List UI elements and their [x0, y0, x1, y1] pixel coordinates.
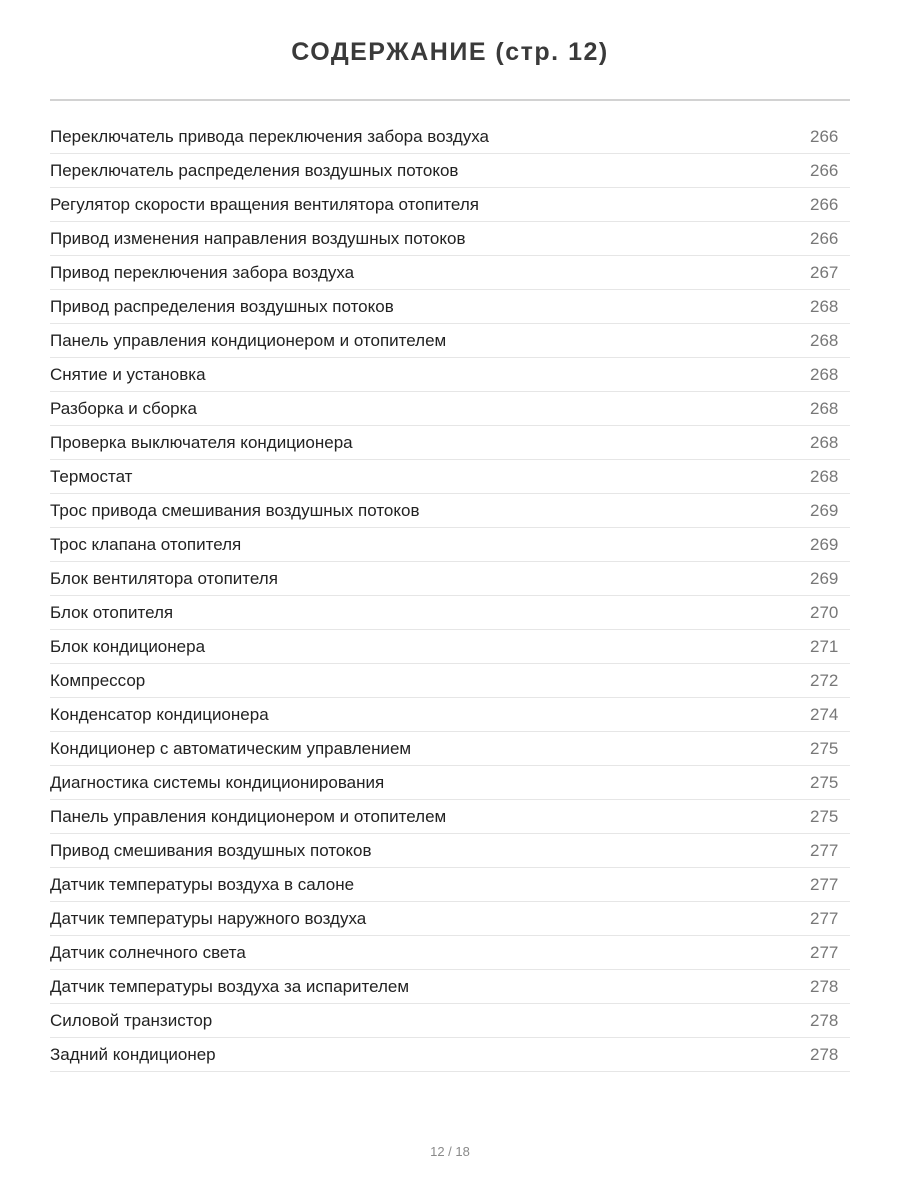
toc-entry-title: Блок вентилятора отопителя — [50, 569, 278, 588]
toc-entry[interactable] — [50, 324, 850, 358]
toc-entry-page: 277 — [810, 909, 839, 928]
toc-entry-title: Трос клапана отопителя — [50, 535, 242, 554]
toc-entry[interactable] — [50, 902, 850, 936]
toc-entry[interactable] — [50, 868, 850, 902]
toc-entry-title: Кондиционер с автоматическим управлением — [50, 739, 412, 758]
toc-entry[interactable] — [50, 154, 850, 188]
toc-entry-page: 266 — [810, 161, 839, 180]
toc-entry-title: Компрессор — [50, 671, 146, 690]
toc-entry-title: Привод смешивания воздушных потоков — [50, 841, 372, 860]
toc-entry-page: 268 — [810, 297, 839, 316]
toc-entry-title: Разборка и сборка — [50, 399, 197, 418]
toc-entry[interactable] — [50, 392, 850, 426]
toc-entry[interactable] — [50, 936, 850, 970]
toc-entry[interactable] — [50, 970, 850, 1004]
page-counter: 12 / 18 — [430, 1144, 470, 1159]
toc-entry-title: Трос привода смешивания воздушных потоков — [50, 501, 420, 520]
toc-entry[interactable] — [50, 290, 850, 324]
toc-entry-page: 275 — [810, 773, 839, 792]
toc-entry[interactable] — [50, 188, 850, 222]
toc-entry-title: Датчик температуры наружного воздуха — [50, 909, 367, 928]
toc-entry-page: 271 — [810, 637, 839, 656]
toc-entry-page: 277 — [810, 943, 839, 962]
toc-entry-page: 268 — [810, 365, 839, 384]
toc-entry-title: Переключатель привода переключения забора воздуха — [50, 127, 490, 146]
toc-entry-title: Термостат — [50, 467, 133, 486]
toc-entry-page: 268 — [810, 399, 839, 418]
toc-entry-title: Регулятор скорости вращения вентилятора отопителя — [50, 195, 479, 214]
toc-entry-page: 277 — [810, 841, 839, 860]
toc-entry-page: 278 — [810, 1045, 839, 1064]
toc-entry-title: Датчик температуры воздуха за испарителем — [50, 977, 410, 996]
toc-entry[interactable] — [50, 630, 850, 664]
toc-entry-page: 269 — [810, 501, 839, 520]
toc-entry-page: 270 — [810, 603, 839, 622]
toc-entry-title: Датчик солнечного света — [50, 943, 246, 962]
toc-entry[interactable] — [50, 732, 850, 766]
toc-entry[interactable] — [50, 766, 850, 800]
toc-entry[interactable] — [50, 120, 850, 154]
toc-entry-page: 268 — [810, 331, 839, 350]
toc-entry-page: 274 — [810, 705, 839, 724]
toc-entry-page: 278 — [810, 1011, 839, 1030]
toc-entry-title: Конденсатор кондиционера — [50, 705, 269, 724]
toc-entry[interactable] — [50, 222, 850, 256]
toc-entry[interactable] — [50, 698, 850, 732]
toc-entry[interactable] — [50, 1038, 850, 1072]
toc-entry-title: Панель управления кондиционером и отопителем — [50, 331, 447, 350]
title-divider — [50, 99, 850, 101]
toc-entry-page: 269 — [810, 569, 839, 588]
toc-entry[interactable] — [50, 256, 850, 290]
toc-entry-title: Привод распределения воздушных потоков — [50, 297, 394, 316]
toc-entry-title: Блок кондиционера — [50, 637, 206, 656]
toc-entry-page: 267 — [810, 263, 839, 282]
toc-entry[interactable] — [50, 528, 850, 562]
toc-entry-page: 269 — [810, 535, 839, 554]
toc-entry-page: 266 — [810, 229, 839, 248]
toc-entry[interactable] — [50, 596, 850, 630]
toc-entry[interactable] — [50, 800, 850, 834]
toc-entry-page: 278 — [810, 977, 839, 996]
toc-entry-title: Задний кондиционер — [50, 1045, 216, 1064]
toc-entry-title: Привод изменения направления воздушных потоков — [50, 229, 466, 248]
toc-entry-title: Силовой транзистор — [50, 1011, 213, 1030]
toc-entry-page: 275 — [810, 807, 839, 826]
toc-list — [50, 120, 850, 1072]
toc-entry[interactable] — [50, 494, 850, 528]
toc-entry-title: Блок отопителя — [50, 603, 174, 622]
toc-entry[interactable] — [50, 460, 850, 494]
toc-entry-page: 266 — [810, 195, 839, 214]
toc-entry[interactable] — [50, 1004, 850, 1038]
toc-entry[interactable] — [50, 358, 850, 392]
toc-entry-title: Привод переключения забора воздуха — [50, 263, 355, 282]
toc-entry-title: Панель управления кондиционером и отопителем — [50, 807, 447, 826]
toc-entry-title: Снятие и установка — [50, 365, 206, 384]
toc-entry[interactable] — [50, 562, 850, 596]
toc-entry-page: 272 — [810, 671, 839, 690]
toc-entry[interactable] — [50, 834, 850, 868]
toc-entry[interactable] — [50, 664, 850, 698]
toc-entry-page: 266 — [810, 127, 839, 146]
toc-entry-title: Диагностика системы кондиционирования — [50, 773, 385, 792]
toc-entry-page: 277 — [810, 875, 839, 894]
toc-entry-page: 268 — [810, 467, 839, 486]
toc-entry-title: Переключатель распределения воздушных потоков — [50, 161, 459, 180]
toc-entry-page: 275 — [810, 739, 839, 758]
toc-entry-page: 268 — [810, 433, 839, 452]
toc-entry-title: Датчик температуры воздуха в салоне — [50, 875, 355, 894]
page-title: СОДЕРЖАНИЕ (стр. 12) — [291, 38, 609, 66]
toc-entry-title: Проверка выключателя кондиционера — [50, 433, 353, 452]
toc-entry[interactable] — [50, 426, 850, 460]
